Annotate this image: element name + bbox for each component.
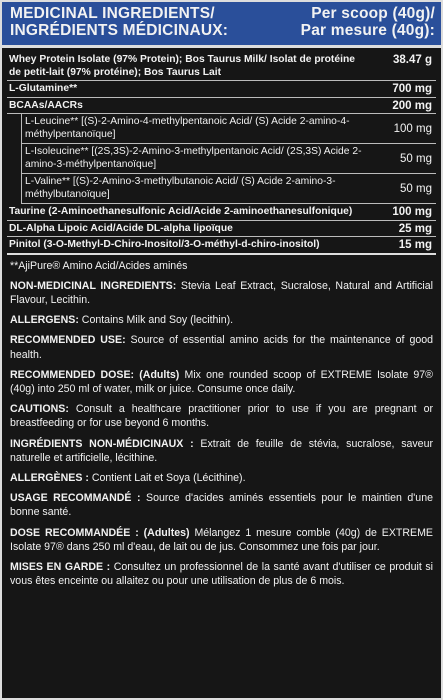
label-body bbox=[2, 255, 441, 589]
header-serving-en: Per scoop (40g)/ bbox=[311, 5, 435, 22]
header-serving-fr: Par mesure (40g): bbox=[300, 22, 435, 39]
sub-ingredient-row: L-Leucine** [(S)-2-Amino-4-methylpentanoic Acid/ (S) Acide 2-amino-4-méthylpentanoïque] 100 mg bbox=[21, 114, 436, 144]
label-paragraph: ALLERGÈNES : Contient Lait et Soya (Lécithine). bbox=[10, 471, 246, 484]
header-title-fr: INGRÉDIENTS MÉDICINAUX: bbox=[10, 22, 229, 39]
label-paragraph: INGRÉDIENTS NON-MÉDICINAUX : Extrait de feuille de stévia, sucralose, saveur naturelle et artificielle, lécithine. bbox=[10, 437, 433, 464]
label-paragraph: USAGE RECOMMANDÉ : Source d'acides aminés essentiels pour le maintien d'une bonne santé. bbox=[10, 492, 433, 519]
ingredients-table bbox=[2, 48, 441, 255]
sub-ingredient-row: L-Isoleucine** [(2S,3S)-2-Amino-3-methylpentanoic Acid/ (2S,3S) Acide 2-amino-3-méthylpentanoïque] 50 mg bbox=[21, 144, 436, 174]
label-header bbox=[2, 2, 441, 48]
label-paragraph: CAUTIONS: Consult a healthcare practitioner prior to use if you are pregnant or breastfeeding or for use beyond 6 months. bbox=[10, 403, 433, 430]
ingredient-row: Pinitol (3-O-Methyl-D-Chiro-Inositol/3-O-méthyl-d-chiro-inositol) 15 mg bbox=[7, 237, 436, 255]
label-paragraph: RECOMMENDED DOSE: (Adults) Mix one rounded scoop of EXTREME Isolate 97® (40g) into 250 ml of water, milk or juice. Consume once daily. bbox=[10, 368, 433, 395]
label-paragraph: NON-MEDICINAL INGREDIENTS: Stevia Leaf Extract, Sucralose, Natural and Artificial Flavour, Lecithin. bbox=[10, 279, 433, 306]
ingredient-row: L-Glutamine** 700 mg bbox=[7, 81, 436, 98]
header-title-en: MEDICINAL INGREDIENTS/ bbox=[10, 5, 215, 22]
label-paragraph: ALLERGENS: Contains Milk and Soy (lecithin). bbox=[10, 314, 234, 327]
label-paragraph: RECOMMENDED USE: Source of essential amino acids for the maintenance of good health. bbox=[10, 334, 434, 361]
label-paragraph: MISES EN GARDE : Consultez un professionnel de la santé avant d'utiliser ce produit si vous êtes enceinte ou allaitez ou pour une utilisation de plus de 6 mois. bbox=[10, 560, 433, 588]
ingredient-row: DL-Alpha Lipoic Acid/Acide DL-alpha lipoïque 25 mg bbox=[7, 221, 436, 238]
sub-ingredient-row: L-Valine** [(S)-2-Amino-3-methylbutanoic Acid/ (S) Acide 2-amino-3-méthylbutanoïque] 50 mg bbox=[21, 174, 436, 204]
ingredient-row: Whey Protein Isolate (97% Protein); Bos Taurus Milk/ Isolat de protéine de petit-lait (97% protéine); Bos Taurus Lait 38.47 g bbox=[7, 52, 436, 81]
footnote: **AjiPure® Amino Acid/Acides aminés bbox=[10, 259, 188, 272]
label-paragraph: DOSE RECOMMANDÉE : (Adultes) Mélangez 1 mesure comble (40g) de EXTREME Isolate 97® dans 250 ml d'eau, de lait ou de jus. Consommez une fois par jour. bbox=[10, 526, 433, 553]
ingredient-row: BCAAs/AACRs 200 mg bbox=[7, 98, 436, 115]
ingredient-row: Taurine (2-Aminoethanesulfonic Acid/Acide 2-aminoethanesulfonique) 100 mg bbox=[7, 204, 436, 221]
